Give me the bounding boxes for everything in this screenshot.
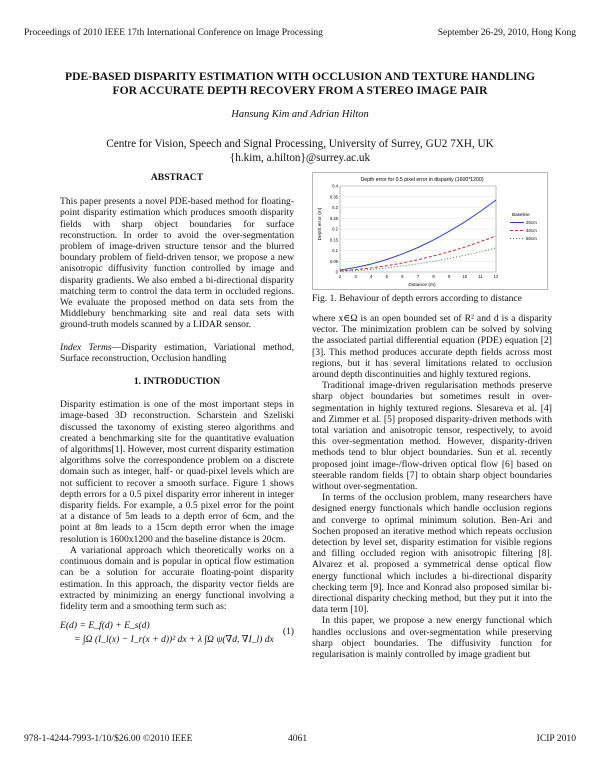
equation-number: (1) — [282, 626, 294, 638]
equation-1 — [60, 620, 294, 650]
paper-title-line-1: PDE-BASED DISPARITY ESTIMATION WITH OCCLUSION AND TEXTURE HANDLING — [65, 70, 535, 83]
footer-copyright: 978-1-4244-7993-1/10/$26.00 ©2010 IEEE — [24, 733, 193, 744]
chart-legend-title: Baseline — [512, 212, 530, 217]
chart-title: Depth error for 0.5 pixel error in disparity (1600*1200) — [360, 177, 484, 183]
right-paragraph-2: Traditional image-driven regularisation methods preserve sharp object boundaries but sometimes result in over-segmentation in highly textured regions. Slesareva et al. [4] and Zimmer et al. [5] proposed disparity-driven methods with total variation and anisotropic tensor, respectively, to avoid this over-segmentation method. However, disparity-driven methods tend to blur object boundaries. Sun et al. recently proposed joint image-/flow-driven optical flow [6] based on steerable random fields [7] to obtain sharp object boundaries without over-segmentation. — [312, 380, 552, 493]
index-terms-label: Index Terms — [60, 341, 112, 353]
y-tick-label: 0.35 — [329, 194, 338, 200]
depth-error-chart — [312, 172, 548, 290]
chart-ylabel: Depth error (m) — [318, 207, 323, 241]
abstract-heading: ABSTRACT — [150, 172, 204, 183]
intro-paragraph-1: Disparity estimation is one of the most important steps in image-based 3D reconstruction. Scharstein and Szeliski discussed the taxonomy of existing stereo algorithms and created a benchmarking site for the quantitative evaluation of algorithms[1]. However, most current disparity estimation algorithms solve the correspondence problem on a discrete domain such as integer, half- or quad-pixel levels which are not sufficient to recover a smooth surface. Figure 1 shows depth errors for a 0.5 pixel disparity error inherent in integer disparity fields. For example, a 0.5 pixel error for the point at a distance of 5m leads to a depth error of 6cm, and the point at 8m leads to a 15cm depth error when the image resolution is 1600x1200 and the baseline distance is 20cm. — [60, 399, 294, 545]
right-paragraph-4: In this paper, we propose a new energy functional which handles occlusions and over-segmentation while preserving sharp object boundaries. The diffusivity function for regularisation is mainly controlled by image gradient but — [312, 615, 552, 661]
x-tick-label: 12 — [493, 274, 499, 279]
footer-conference: ICIP 2010 — [536, 733, 576, 744]
affiliation: Centre for Vision, Speech and Signal Processing, University of Surrey, GU2 7XH, UK — [106, 138, 494, 150]
paper-title-line-2: FOR ACCURATE DEPTH RECOVERY FROM A STEREO IMAGE PAIR — [112, 84, 488, 97]
index-terms — [60, 342, 294, 364]
x-tick-label: 5 — [385, 274, 388, 279]
y-tick-label: 0 — [335, 269, 338, 275]
x-tick-label: 2 — [338, 274, 342, 279]
x-tick-label: 10 — [462, 274, 468, 279]
y-tick-label: 0.3 — [332, 205, 338, 210]
index-terms-text: —Disparity estimation, Variational method, Surface reconstruction, Occlusion handling — [60, 341, 295, 364]
x-tick-label: 6 — [401, 274, 404, 279]
legend-label-60cm: 60cm — [526, 236, 537, 241]
x-tick-label: 7 — [416, 274, 420, 279]
equation-line-2: = ∫Ω (I_l(x) − I_r(x + d))² dx + λ ∫Ω ψ(∇d, ∇I_l) dx — [74, 634, 274, 646]
right-paragraph-3: In terms of the occlusion problem, many researchers have designed energy functionals which handle occlusion regions and converge to optimal minimum solution. Ben-Ari and Sochen proposed an iterative method which repeats occlusion detection by level set, disparity estimation for visible regions and filling occluded region with anisotropic filtering [8]. Alvarez et al. proposed a symmetrical dense optical flow energy functional which includes a bi-directional disparity checking term [9]. Ince and Konrad also proposed similar bi-directional disparity checking method, but they put it into the data term [10]. — [312, 492, 552, 616]
x-tick-label: 3 — [354, 274, 357, 279]
running-header-left: Proceedings of 2010 IEEE 17th International Conference on Image Processing — [24, 28, 323, 38]
x-tick-label: 4 — [370, 274, 373, 279]
equation-line-1: E(d) = E_f(d) + E_s(d) — [60, 620, 150, 632]
authors: Hansung Kim and Adrian Hilton — [231, 109, 369, 120]
y-tick-label: 0.05 — [329, 258, 338, 264]
affiliation-block — [40, 137, 560, 165]
x-tick-label: 11 — [478, 274, 483, 279]
running-header-right: September 26-29, 2010, Hong Kong — [437, 28, 576, 38]
figure-1 — [312, 172, 548, 290]
y-tick-label: 0.25 — [329, 215, 338, 221]
y-tick-label: 0.4 — [332, 183, 338, 189]
abstract-text: This paper presents a novel PDE-based method for floating-point disparity estimation which produces smooth disparity fields with sharp object boundaries for surface reconstruction. In order to avoid the over-segmentation problem of image-driven structure tensor and the blurred boundary problem of field-driven tensor, we propose a new anisotropic diffusivity function controlled by image and disparity gradients. We also embed a bi-directional disparity matching term to control the data term in occluded regions. We evaluate the proposed method on data sets from the Middlebury benchmarking site and real data sets with ground-truth models scanned by a LIDAR sensor. — [60, 196, 294, 331]
x-tick-label: 9 — [448, 274, 451, 279]
y-tick-label: 0.15 — [329, 237, 338, 243]
page-number: 4061 — [288, 733, 308, 744]
right-paragraph-1: where x∈Ω is an open bounded set of R² and d is a disparity vector. The minimization problem can be solved by solving the associated partial differential equation (PDE) equation [2][3]. This method produces accurate depth fields across most regions, but it has several limitations related to occlusion around depth discontinuities and highly textured regions. — [312, 313, 552, 381]
figure-1-caption: Fig. 1. Behaviour of depth errors according to distance — [312, 293, 522, 304]
intro-heading: 1. INTRODUCTION — [133, 376, 221, 388]
intro-paragraph-2: A variational approach which theoretically works on a continuous domain and is popular in optical flow estimation can be a solution for accurate floating-point disparity estimation. In this approach, the disparity vector fields are extracted by minimizing an energy functional involving a fidelity term and a smoothing term such as: — [60, 544, 294, 612]
right-column — [312, 313, 552, 660]
paper-title — [40, 70, 560, 98]
x-tick-label: 8 — [432, 274, 435, 279]
legend-label-40cm: 40cm — [526, 228, 537, 233]
legend-label-20cm: 20cm — [526, 220, 537, 225]
chart-xlabel: Distance (m) — [408, 283, 436, 288]
y-tick-label: 0.1 — [332, 248, 338, 253]
left-column — [60, 172, 294, 650]
y-tick-label: 0.2 — [332, 226, 338, 232]
email: {h.kim, a.hilton}@surrey.ac.uk — [229, 152, 371, 164]
